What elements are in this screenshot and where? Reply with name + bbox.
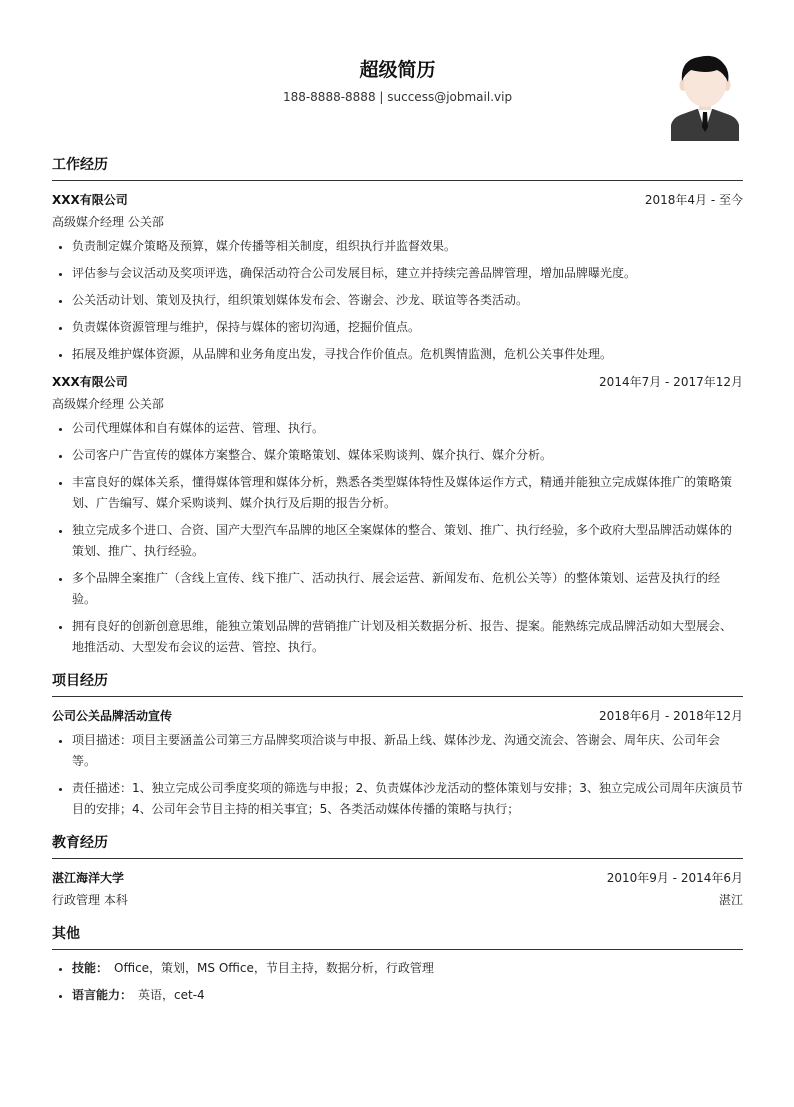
skills-value: Office，策划，MS Office，节目主持，数据分析，行政管理 [114,961,434,975]
contact-info: 188-8888-8888 | success@jobmail.vip [282,90,513,104]
project-bullet: • 责任描述：1、独立完成公司季度奖项的筛选与申报；2、负责媒体沙龙活动的整体策划与安排；3、独立完成公司周年庆演员节目的安排；4、公司年会节目主持的相关事宜；5、各类活动媒体传播的策略与执行； [72,778,743,820]
job-bullet: • 多个品牌全案推广（含线上宣传、线下推广、活动执行、展会运营、新闻发布、危机公关等）的整体策划、运营及执行的经验。 [72,568,743,610]
job-bullet: • 拥有良好的创新创意思维，能独立策划品牌的营销推广计划及相关数据分析、报告、提案。能熟练完成品牌活动如大型展会、地推活动、大型发布会议的运营、管控、执行。 [72,616,743,658]
company-name: XXX有限公司 [52,193,128,207]
job-bullets [52,418,743,658]
job-bullet: • 独立完成多个进口、合资、国产大型汽车品牌的地区全案媒体的整合、策划、推广、执行经验，多个政府大型品牌活动媒体的策划、推广、执行经验。 [72,520,743,562]
project-bullets [52,730,743,820]
skills-label: 技能： [72,961,109,975]
section-title-education: 教育经历 [52,832,743,859]
job-role: 高级媒介经理 公关部 [52,397,164,411]
language-value: 英语，cet-4 [138,988,205,1002]
project-date: 2018年6月 - 2018年12月 [599,709,743,723]
job-date: 2014年7月 - 2017年12月 [599,375,743,389]
job-entry [52,189,743,365]
education-city: 湛江 [718,893,743,907]
job-bullet: • 评估参与会议活动及奖项评选，确保活动符合公司发展目标，建立并持续完善品牌管理，增加品牌曝光度。 [72,263,743,284]
job-bullet: • 公关活动计划、策划及执行，组织策划媒体发布会、答谢会、沙龙、联谊等各类活动。 [72,290,743,311]
project-name: 公司公关品牌活动宣传 [52,709,173,723]
projects-section [52,670,743,820]
job-date: 2018年4月 - 至今 [644,193,743,207]
company-name: XXX有限公司 [52,375,128,389]
language-item [72,985,743,1006]
job-bullet: • 公司代理媒体和自有媒体的运营、管理、执行。 [72,418,743,439]
section-title-work: 工作经历 [52,154,743,181]
project-bullet: • 项目描述：项目主要涵盖公司第三方品牌奖项洽谈与申报、新品上线、媒体沙龙、沟通交流会、答谢会、周年庆、公司年会等。 [72,730,743,772]
education-section [52,832,743,911]
job-bullet: • 公司客户广告宣传的媒体方案整合、媒介策略策划、媒体采购谈判、媒介执行、媒介分析。 [72,445,743,466]
job-role: 高级媒介经理 公关部 [52,215,164,229]
resume-header [52,0,743,146]
education-major: 行政管理 本科 [52,893,128,907]
job-entry [52,371,743,658]
other-section [52,923,743,1006]
language-label: 语言能力： [72,988,133,1002]
job-bullet: • 拓展及维护媒体资源，从品牌和业务角度出发，寻找合作价值点。危机舆情监测，危机公关事件处理。 [72,344,743,365]
section-title-other: 其他 [52,923,743,950]
resume-page [52,0,743,1012]
work-section [52,154,743,658]
job-bullets [52,236,743,365]
section-title-projects: 项目经历 [52,670,743,697]
resume-name: 超级简历 [359,59,436,81]
skills-item [72,958,743,979]
business-man-avatar-icon [671,55,739,141]
other-bullets [52,958,743,1006]
job-bullet: • 负责制定媒介策略及预算，媒介传播等相关制度，组织执行并监督效果。 [72,236,743,257]
school-name: 湛江海洋大学 [52,871,125,885]
job-bullet: • 负责媒体资源管理与维护，保持与媒体的密切沟通，挖掘价值点。 [72,317,743,338]
job-bullet: • 丰富良好的媒体关系，懂得媒体管理和媒体分析，熟悉各类型媒体特性及媒体运作方式，精通并能独立完成媒体推广的策略策划、广告编写、媒介采购谈判、媒介执行及后期的报告分析。 [72,472,743,514]
education-date: 2010年9月 - 2014年6月 [606,871,743,885]
